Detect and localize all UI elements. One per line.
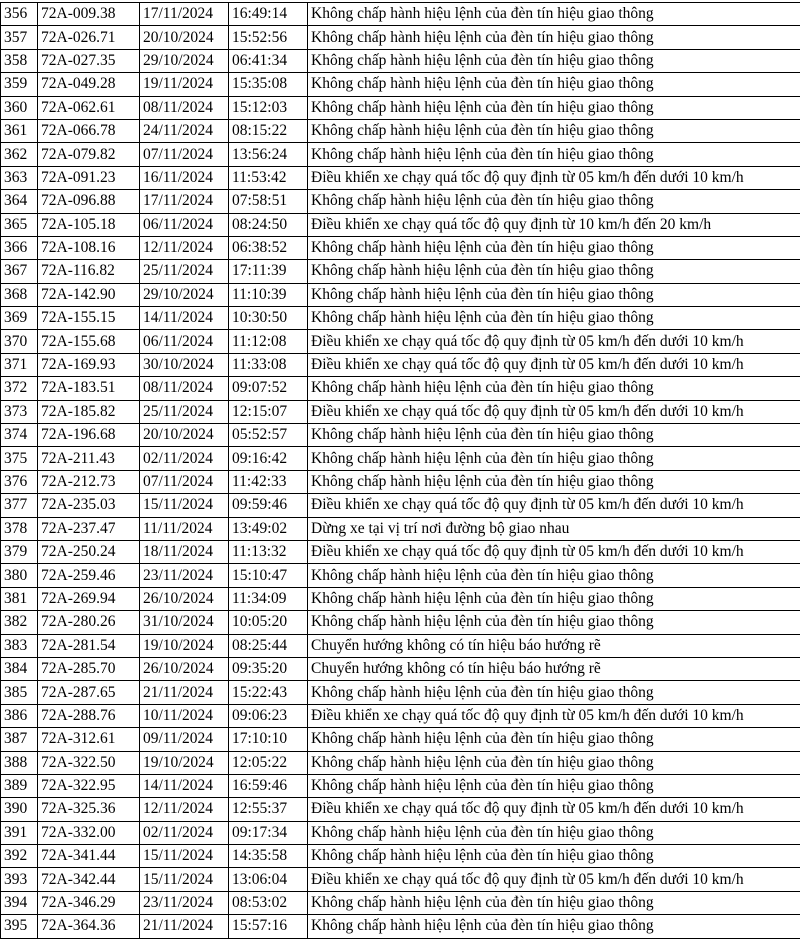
license-plate-cell: 72A-027.35 [38, 49, 140, 72]
violation-date-cell: 19/10/2024 [140, 751, 229, 774]
violation-date-cell: 06/11/2024 [140, 330, 229, 353]
row-number-cell: 378 [1, 517, 38, 540]
violation-time-cell: 15:22:43 [229, 681, 308, 704]
violation-date-cell: 15/11/2024 [140, 868, 229, 891]
violation-time-cell: 08:24:50 [229, 213, 308, 236]
license-plate-cell: 72A-196.68 [38, 424, 140, 447]
license-plate-cell: 72A-259.46 [38, 564, 140, 587]
table-row [1, 915, 800, 938]
table-row [1, 283, 800, 306]
table-row [1, 634, 800, 657]
license-plate-cell: 72A-096.88 [38, 190, 140, 213]
violation-time-cell: 08:15:22 [229, 119, 308, 142]
row-number-cell: 363 [1, 166, 38, 189]
violation-time-cell: 11:13:32 [229, 540, 308, 563]
violation-time-cell: 09:35:20 [229, 657, 308, 680]
violation-date-cell: 14/11/2024 [140, 774, 229, 797]
violation-description-cell: Không chấp hành hiệu lệnh của đèn tín hiệu giao thông [308, 845, 800, 868]
row-number-cell: 379 [1, 540, 38, 563]
violation-description-cell: Điều khiển xe chạy quá tốc độ quy định từ 05 km/h đến dưới 10 km/h [308, 166, 800, 189]
license-plate-cell: 72A-364.36 [38, 915, 140, 938]
violation-date-cell: 29/10/2024 [140, 283, 229, 306]
row-number-cell: 381 [1, 587, 38, 610]
row-number-cell: 367 [1, 260, 38, 283]
violation-description-cell: Không chấp hành hiệu lệnh của đèn tín hiệu giao thông [308, 728, 800, 751]
row-number-cell: 364 [1, 190, 38, 213]
violation-description-cell: Điều khiển xe chạy quá tốc độ quy định từ 05 km/h đến dưới 10 km/h [308, 494, 800, 517]
table-row [1, 26, 800, 49]
license-plate-cell: 72A-079.82 [38, 143, 140, 166]
violation-date-cell: 15/11/2024 [140, 845, 229, 868]
table-row [1, 751, 800, 774]
violation-date-cell: 08/11/2024 [140, 96, 229, 119]
license-plate-cell: 72A-049.28 [38, 73, 140, 96]
violation-date-cell: 20/10/2024 [140, 424, 229, 447]
table-row [1, 213, 800, 236]
table-row [1, 424, 800, 447]
table-row [1, 611, 800, 634]
row-number-cell: 383 [1, 634, 38, 657]
table-row [1, 587, 800, 610]
violation-time-cell: 11:34:09 [229, 587, 308, 610]
violation-time-cell: 15:10:47 [229, 564, 308, 587]
violation-time-cell: 13:49:02 [229, 517, 308, 540]
violation-time-cell: 09:16:42 [229, 447, 308, 470]
license-plate-cell: 72A-066.78 [38, 119, 140, 142]
table-row [1, 564, 800, 587]
row-number-cell: 360 [1, 96, 38, 119]
row-number-cell: 389 [1, 774, 38, 797]
violation-date-cell: 07/11/2024 [140, 143, 229, 166]
table-row [1, 400, 800, 423]
license-plate-cell: 72A-341.44 [38, 845, 140, 868]
violation-time-cell: 12:05:22 [229, 751, 308, 774]
violation-date-cell: 31/10/2024 [140, 611, 229, 634]
violation-date-cell: 09/11/2024 [140, 728, 229, 751]
violation-date-cell: 26/10/2024 [140, 657, 229, 680]
violation-date-cell: 19/11/2024 [140, 73, 229, 96]
violation-time-cell: 15:57:16 [229, 915, 308, 938]
license-plate-cell: 72A-142.90 [38, 283, 140, 306]
violation-time-cell: 11:33:08 [229, 353, 308, 376]
violation-description-cell: Không chấp hành hiệu lệnh của đèn tín hiệu giao thông [308, 915, 800, 938]
violation-time-cell: 11:42:33 [229, 470, 308, 493]
violation-description-cell: Không chấp hành hiệu lệnh của đèn tín hiệu giao thông [308, 681, 800, 704]
row-number-cell: 390 [1, 798, 38, 821]
table-row [1, 190, 800, 213]
violation-description-cell: Chuyển hướng không có tín hiệu báo hướng rẽ [308, 634, 800, 657]
license-plate-cell: 72A-183.51 [38, 377, 140, 400]
table-row [1, 377, 800, 400]
violation-description-cell: Không chấp hành hiệu lệnh của đèn tín hiệu giao thông [308, 96, 800, 119]
row-number-cell: 361 [1, 119, 38, 142]
table-row [1, 821, 800, 844]
row-number-cell: 391 [1, 821, 38, 844]
violation-time-cell: 13:06:04 [229, 868, 308, 891]
license-plate-cell: 72A-235.03 [38, 494, 140, 517]
license-plate-cell: 72A-280.26 [38, 611, 140, 634]
table-row [1, 868, 800, 891]
violation-description-cell: Không chấp hành hiệu lệnh của đèn tín hiệu giao thông [308, 470, 800, 493]
violation-description-cell: Điều khiển xe chạy quá tốc độ quy định từ 05 km/h đến dưới 10 km/h [308, 868, 800, 891]
violation-description-cell: Không chấp hành hiệu lệnh của đèn tín hiệu giao thông [308, 891, 800, 914]
license-plate-cell: 72A-116.82 [38, 260, 140, 283]
row-number-cell: 374 [1, 424, 38, 447]
violation-description-cell: Không chấp hành hiệu lệnh của đèn tín hiệu giao thông [308, 236, 800, 259]
violation-date-cell: 25/11/2024 [140, 400, 229, 423]
violation-date-cell: 26/10/2024 [140, 587, 229, 610]
license-plate-cell: 72A-062.61 [38, 96, 140, 119]
license-plate-cell: 72A-091.23 [38, 166, 140, 189]
violation-date-cell: 23/11/2024 [140, 891, 229, 914]
table-row [1, 330, 800, 353]
violation-time-cell: 09:06:23 [229, 704, 308, 727]
license-plate-cell: 72A-287.65 [38, 681, 140, 704]
table-row [1, 260, 800, 283]
row-number-cell: 384 [1, 657, 38, 680]
table-row [1, 49, 800, 72]
table-row [1, 517, 800, 540]
row-number-cell: 375 [1, 447, 38, 470]
violation-date-cell: 17/11/2024 [140, 3, 229, 26]
row-number-cell: 369 [1, 307, 38, 330]
violation-date-cell: 10/11/2024 [140, 704, 229, 727]
table-row [1, 143, 800, 166]
violation-date-cell: 11/11/2024 [140, 517, 229, 540]
violations-table-body [1, 3, 800, 939]
license-plate-cell: 72A-322.50 [38, 751, 140, 774]
table-row [1, 798, 800, 821]
row-number-cell: 359 [1, 73, 38, 96]
row-number-cell: 371 [1, 353, 38, 376]
violation-date-cell: 06/11/2024 [140, 213, 229, 236]
violation-time-cell: 15:52:56 [229, 26, 308, 49]
table-row [1, 891, 800, 914]
violation-description-cell: Không chấp hành hiệu lệnh của đèn tín hiệu giao thông [308, 424, 800, 447]
violation-description-cell: Điều khiển xe chạy quá tốc độ quy định từ 05 km/h đến dưới 10 km/h [308, 704, 800, 727]
violation-description-cell: Không chấp hành hiệu lệnh của đèn tín hiệu giao thông [308, 307, 800, 330]
license-plate-cell: 72A-288.76 [38, 704, 140, 727]
license-plate-cell: 72A-185.82 [38, 400, 140, 423]
violation-time-cell: 11:53:42 [229, 166, 308, 189]
violation-date-cell: 17/11/2024 [140, 190, 229, 213]
violation-description-cell: Chuyển hướng không có tín hiệu báo hướng rẽ [308, 657, 800, 680]
violation-time-cell: 08:53:02 [229, 891, 308, 914]
violation-description-cell: Không chấp hành hiệu lệnh của đèn tín hiệu giao thông [308, 821, 800, 844]
row-number-cell: 356 [1, 3, 38, 26]
table-row [1, 236, 800, 259]
row-number-cell: 370 [1, 330, 38, 353]
violation-date-cell: 21/11/2024 [140, 915, 229, 938]
violation-description-cell: Điều khiển xe chạy quá tốc độ quy định từ 05 km/h đến dưới 10 km/h [308, 400, 800, 423]
violation-description-cell: Không chấp hành hiệu lệnh của đèn tín hiệu giao thông [308, 564, 800, 587]
violation-date-cell: 07/11/2024 [140, 470, 229, 493]
violation-date-cell: 20/10/2024 [140, 26, 229, 49]
violation-time-cell: 10:05:20 [229, 611, 308, 634]
row-number-cell: 365 [1, 213, 38, 236]
violation-time-cell: 06:41:34 [229, 49, 308, 72]
violation-time-cell: 10:30:50 [229, 307, 308, 330]
violation-time-cell: 07:58:51 [229, 190, 308, 213]
row-number-cell: 376 [1, 470, 38, 493]
row-number-cell: 366 [1, 236, 38, 259]
violation-time-cell: 14:35:58 [229, 845, 308, 868]
table-row [1, 728, 800, 751]
violation-description-cell: Không chấp hành hiệu lệnh của đèn tín hiệu giao thông [308, 26, 800, 49]
violation-time-cell: 08:25:44 [229, 634, 308, 657]
table-row [1, 119, 800, 142]
violation-description-cell: Không chấp hành hiệu lệnh của đèn tín hiệu giao thông [308, 447, 800, 470]
violation-description-cell: Không chấp hành hiệu lệnh của đèn tín hiệu giao thông [308, 3, 800, 26]
table-row [1, 166, 800, 189]
license-plate-cell: 72A-155.68 [38, 330, 140, 353]
violation-description-cell: Dừng xe tại vị trí nơi đường bộ giao nhau [308, 517, 800, 540]
violation-time-cell: 12:55:37 [229, 798, 308, 821]
violation-time-cell: 11:12:08 [229, 330, 308, 353]
violation-description-cell: Không chấp hành hiệu lệnh của đèn tín hiệu giao thông [308, 190, 800, 213]
violation-description-cell: Không chấp hành hiệu lệnh của đèn tín hiệu giao thông [308, 260, 800, 283]
license-plate-cell: 72A-312.61 [38, 728, 140, 751]
violation-description-cell: Không chấp hành hiệu lệnh của đèn tín hiệu giao thông [308, 587, 800, 610]
violation-date-cell: 15/11/2024 [140, 494, 229, 517]
violation-time-cell: 17:11:39 [229, 260, 308, 283]
row-number-cell: 388 [1, 751, 38, 774]
violation-date-cell: 18/11/2024 [140, 540, 229, 563]
license-plate-cell: 72A-237.47 [38, 517, 140, 540]
row-number-cell: 372 [1, 377, 38, 400]
license-plate-cell: 72A-026.71 [38, 26, 140, 49]
violation-description-cell: Không chấp hành hiệu lệnh của đèn tín hiệu giao thông [308, 774, 800, 797]
violation-date-cell: 02/11/2024 [140, 447, 229, 470]
table-row [1, 96, 800, 119]
table-row [1, 681, 800, 704]
table-row [1, 3, 800, 26]
license-plate-cell: 72A-346.29 [38, 891, 140, 914]
violation-date-cell: 14/11/2024 [140, 307, 229, 330]
table-row [1, 470, 800, 493]
violation-time-cell: 15:35:08 [229, 73, 308, 96]
violation-description-cell: Không chấp hành hiệu lệnh của đèn tín hiệu giao thông [308, 751, 800, 774]
violation-description-cell: Điều khiển xe chạy quá tốc độ quy định từ 05 km/h đến dưới 10 km/h [308, 330, 800, 353]
violation-date-cell: 02/11/2024 [140, 821, 229, 844]
license-plate-cell: 72A-342.44 [38, 868, 140, 891]
violation-description-cell: Điều khiển xe chạy quá tốc độ quy định từ 05 km/h đến dưới 10 km/h [308, 353, 800, 376]
violation-date-cell: 30/10/2024 [140, 353, 229, 376]
table-row [1, 447, 800, 470]
violation-description-cell: Không chấp hành hiệu lệnh của đèn tín hiệu giao thông [308, 143, 800, 166]
table-row [1, 307, 800, 330]
violation-description-cell: Điều khiển xe chạy quá tốc độ quy định từ 10 km/h đến 20 km/h [308, 213, 800, 236]
violation-description-cell: Điều khiển xe chạy quá tốc độ quy định từ 05 km/h đến dưới 10 km/h [308, 540, 800, 563]
license-plate-cell: 72A-281.54 [38, 634, 140, 657]
license-plate-cell: 72A-009.38 [38, 3, 140, 26]
license-plate-cell: 72A-108.16 [38, 236, 140, 259]
row-number-cell: 373 [1, 400, 38, 423]
row-number-cell: 393 [1, 868, 38, 891]
violation-description-cell: Không chấp hành hiệu lệnh của đèn tín hiệu giao thông [308, 73, 800, 96]
license-plate-cell: 72A-322.95 [38, 774, 140, 797]
row-number-cell: 380 [1, 564, 38, 587]
table-row [1, 540, 800, 563]
violation-time-cell: 17:10:10 [229, 728, 308, 751]
row-number-cell: 387 [1, 728, 38, 751]
license-plate-cell: 72A-212.73 [38, 470, 140, 493]
row-number-cell: 394 [1, 891, 38, 914]
table-row [1, 845, 800, 868]
license-plate-cell: 72A-269.94 [38, 587, 140, 610]
violation-date-cell: 12/11/2024 [140, 798, 229, 821]
violation-date-cell: 24/11/2024 [140, 119, 229, 142]
table-row [1, 657, 800, 680]
row-number-cell: 386 [1, 704, 38, 727]
violation-time-cell: 05:52:57 [229, 424, 308, 447]
row-number-cell: 395 [1, 915, 38, 938]
row-number-cell: 392 [1, 845, 38, 868]
violation-description-cell: Điều khiển xe chạy quá tốc độ quy định từ 05 km/h đến dưới 10 km/h [308, 798, 800, 821]
license-plate-cell: 72A-105.18 [38, 213, 140, 236]
violation-description-cell: Không chấp hành hiệu lệnh của đèn tín hiệu giao thông [308, 611, 800, 634]
violation-date-cell: 29/10/2024 [140, 49, 229, 72]
license-plate-cell: 72A-325.36 [38, 798, 140, 821]
table-row [1, 73, 800, 96]
violation-time-cell: 09:17:34 [229, 821, 308, 844]
row-number-cell: 385 [1, 681, 38, 704]
license-plate-cell: 72A-169.93 [38, 353, 140, 376]
violation-time-cell: 16:59:46 [229, 774, 308, 797]
row-number-cell: 368 [1, 283, 38, 306]
violation-description-cell: Không chấp hành hiệu lệnh của đèn tín hiệu giao thông [308, 49, 800, 72]
violation-description-cell: Không chấp hành hiệu lệnh của đèn tín hiệu giao thông [308, 119, 800, 142]
violation-time-cell: 13:56:24 [229, 143, 308, 166]
license-plate-cell: 72A-285.70 [38, 657, 140, 680]
license-plate-cell: 72A-332.00 [38, 821, 140, 844]
license-plate-cell: 72A-211.43 [38, 447, 140, 470]
violation-time-cell: 12:15:07 [229, 400, 308, 423]
row-number-cell: 382 [1, 611, 38, 634]
violation-date-cell: 12/11/2024 [140, 236, 229, 259]
row-number-cell: 377 [1, 494, 38, 517]
table-row [1, 774, 800, 797]
violation-date-cell: 16/11/2024 [140, 166, 229, 189]
violation-time-cell: 11:10:39 [229, 283, 308, 306]
violation-date-cell: 25/11/2024 [140, 260, 229, 283]
row-number-cell: 357 [1, 26, 38, 49]
table-row [1, 494, 800, 517]
violation-description-cell: Không chấp hành hiệu lệnh của đèn tín hiệu giao thông [308, 377, 800, 400]
license-plate-cell: 72A-250.24 [38, 540, 140, 563]
table-row [1, 704, 800, 727]
violations-table [0, 2, 800, 939]
table-row [1, 353, 800, 376]
violation-description-cell: Không chấp hành hiệu lệnh của đèn tín hiệu giao thông [308, 283, 800, 306]
violation-time-cell: 15:12:03 [229, 96, 308, 119]
violation-date-cell: 19/10/2024 [140, 634, 229, 657]
violation-time-cell: 16:49:14 [229, 3, 308, 26]
row-number-cell: 358 [1, 49, 38, 72]
row-number-cell: 362 [1, 143, 38, 166]
violation-date-cell: 21/11/2024 [140, 681, 229, 704]
violation-time-cell: 06:38:52 [229, 236, 308, 259]
violation-time-cell: 09:07:52 [229, 377, 308, 400]
violation-date-cell: 08/11/2024 [140, 377, 229, 400]
violation-time-cell: 09:59:46 [229, 494, 308, 517]
violation-date-cell: 23/11/2024 [140, 564, 229, 587]
license-plate-cell: 72A-155.15 [38, 307, 140, 330]
